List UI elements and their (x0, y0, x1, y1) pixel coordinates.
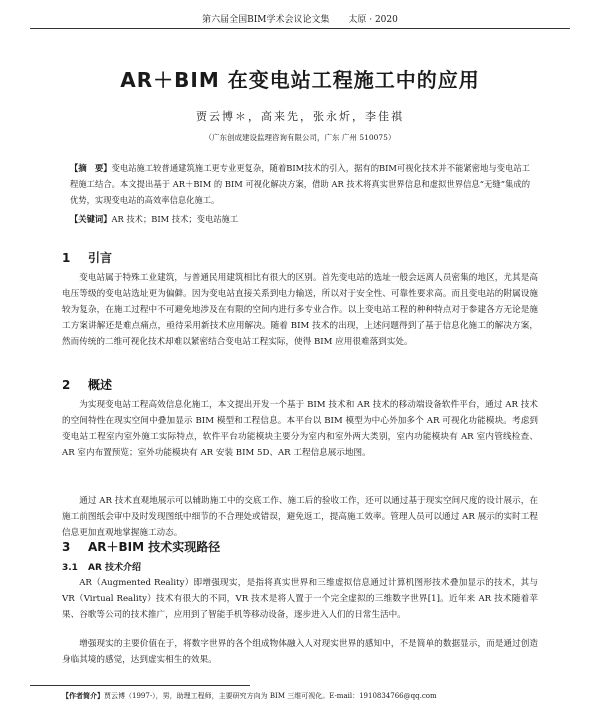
subsection-3-1-paragraph-1: AR（Augmented Reality）即增强现实，是指将真实世界和三维虚拟信息通过计算机图形技术叠加显示的技术，其与 VR（Virtual Reality）技术有很大的不同，VR 技术是将人置于一个完全虚拟的三维数字世界[1]。近年来 AR 技术随着苹果、谷歌等公司的技术推广，应用到了智能手机等移动设备，逐步进入人们的日常生活中。 (62, 578, 538, 620)
footnote-label: 【作者简介】 (62, 691, 104, 700)
section-2-paragraph-1: 为实现变电站工程高效信息化施工，本文提出开发一个基于 BIM 技术和 AR 技术的移动端设备软件平台，通过 AR 技术的空间特性在现实空间中叠加显示 BIM 模型和工程信息。本平台以 BIM 模型为中心外加多个 AR 可视化功能模块。考虑到变电站工程室内室外施工实际特点，软件平台功能模块主要分为室内和室外两大类别，室内功能模块有 AR 室内管线检查、AR 室内布置预览；室外功能模块有 AR 安装 BIM 5D、AR 工程信息展示地图。 (62, 400, 538, 458)
subsection-3-1-heading (62, 560, 141, 573)
keywords-text: AR 技术；BIM 技术；变电站施工 (111, 214, 239, 224)
header-location-date: 太原 · 2020 (348, 15, 398, 25)
section-3-title: AR＋BIM 技术实现路径 (88, 540, 221, 554)
subsection-3-1-paragraph-2: 增强现实的主要价值在于，将数字世界的各个组成物体融入人对现实世界的感知中，不是简单的数据显示，而是通过创造身临其境的感觉，达到虚实相生的效果。 (62, 639, 538, 665)
running-header (30, 6, 570, 29)
section-2-heading (62, 376, 112, 393)
subsection-3-1-number: 3.1 (62, 563, 78, 573)
paper-affiliation: （广东创成建设监理咨询有限公司，广东 广州 510075） (204, 133, 396, 142)
section-3-heading (62, 538, 220, 555)
section-1-number: 1 (62, 251, 71, 265)
abstract-label: 【摘 要】 (70, 163, 112, 173)
header-text (30, 12, 570, 25)
author-footnote (62, 691, 570, 701)
paper-title: AR＋BIM 在变电站工程施工中的应用 (120, 68, 480, 92)
section-2-paragraph-2: 通过 AR 技术直观地展示可以辅助施工中的交底工作、施工后的验收工作，还可以通过基于现实空间尺度的设计展示，在施工前图纸会审中及时发现图纸中细节的不合理处或错误，避免返工，提高施工效率。管理人员可以通过 AR 展示的实时工程信息更加直观地掌握施工动态。 (62, 496, 538, 538)
abstract (70, 160, 530, 208)
abstract-text: 变电站施工较普通建筑施工更专业更复杂，随着BIM技术的引入，据有的BIM可视化技术并不能紧密地与变电站工程施工结合。本文提出基于 AR＋BIM 的 BIM 可视化解决方案，借助 AR 技术将真实世界信息和虚拟世界信息“无缝”集成的优势，实现变电站的高效率信息化施工。 (70, 163, 530, 205)
footnote-divider (30, 685, 250, 686)
keywords (70, 212, 530, 226)
header-conference: 第六届全国BIM学术会议论文集 (202, 15, 330, 25)
paper-authors: 贾云博＊，高来先，张永炘，李佳祺 (196, 110, 404, 123)
section-3-number: 3 (62, 540, 71, 554)
section-1-paragraph-1: 变电站属于特殊工业建筑，与普通民用建筑相比有很大的区别。首先变电站的选址一般会远离人员密集的地区，尤其是高电压等级的变电站选址更为偏僻。因为变电站直接关系到电力输送，所以对于安全性、可靠性要求高。而且变电站的附属设施较为复杂，在施工过程中不可避免地涉及在有限的空间内进行多专业合作。以上变电站工程的种种特点对于参建各方无论是施工方案讲解还是难点痛点，亟待采用新技术应用解决。随着 BIM 技术的出现，上述问题得到了基于信息化施工的解决方案，然而传统的二维可视化技术却难以紧密结合变电站工程实际，使得 BIM 应用很难落到实处。 (62, 273, 538, 347)
section-1-title: 引言 (88, 251, 113, 265)
subsection-3-1-title: AR 技术介绍 (88, 563, 142, 573)
section-1-heading (62, 249, 112, 266)
section-2-title: 概述 (88, 378, 113, 392)
footnote-text: 贾云博（1997-），男，助理工程师，主要研究方向为 BIM 三维可视化。E-mail：1910834766@qq.com (104, 692, 437, 700)
section-2-number: 2 (62, 378, 71, 392)
keywords-label: 【关键词】 (70, 214, 112, 224)
